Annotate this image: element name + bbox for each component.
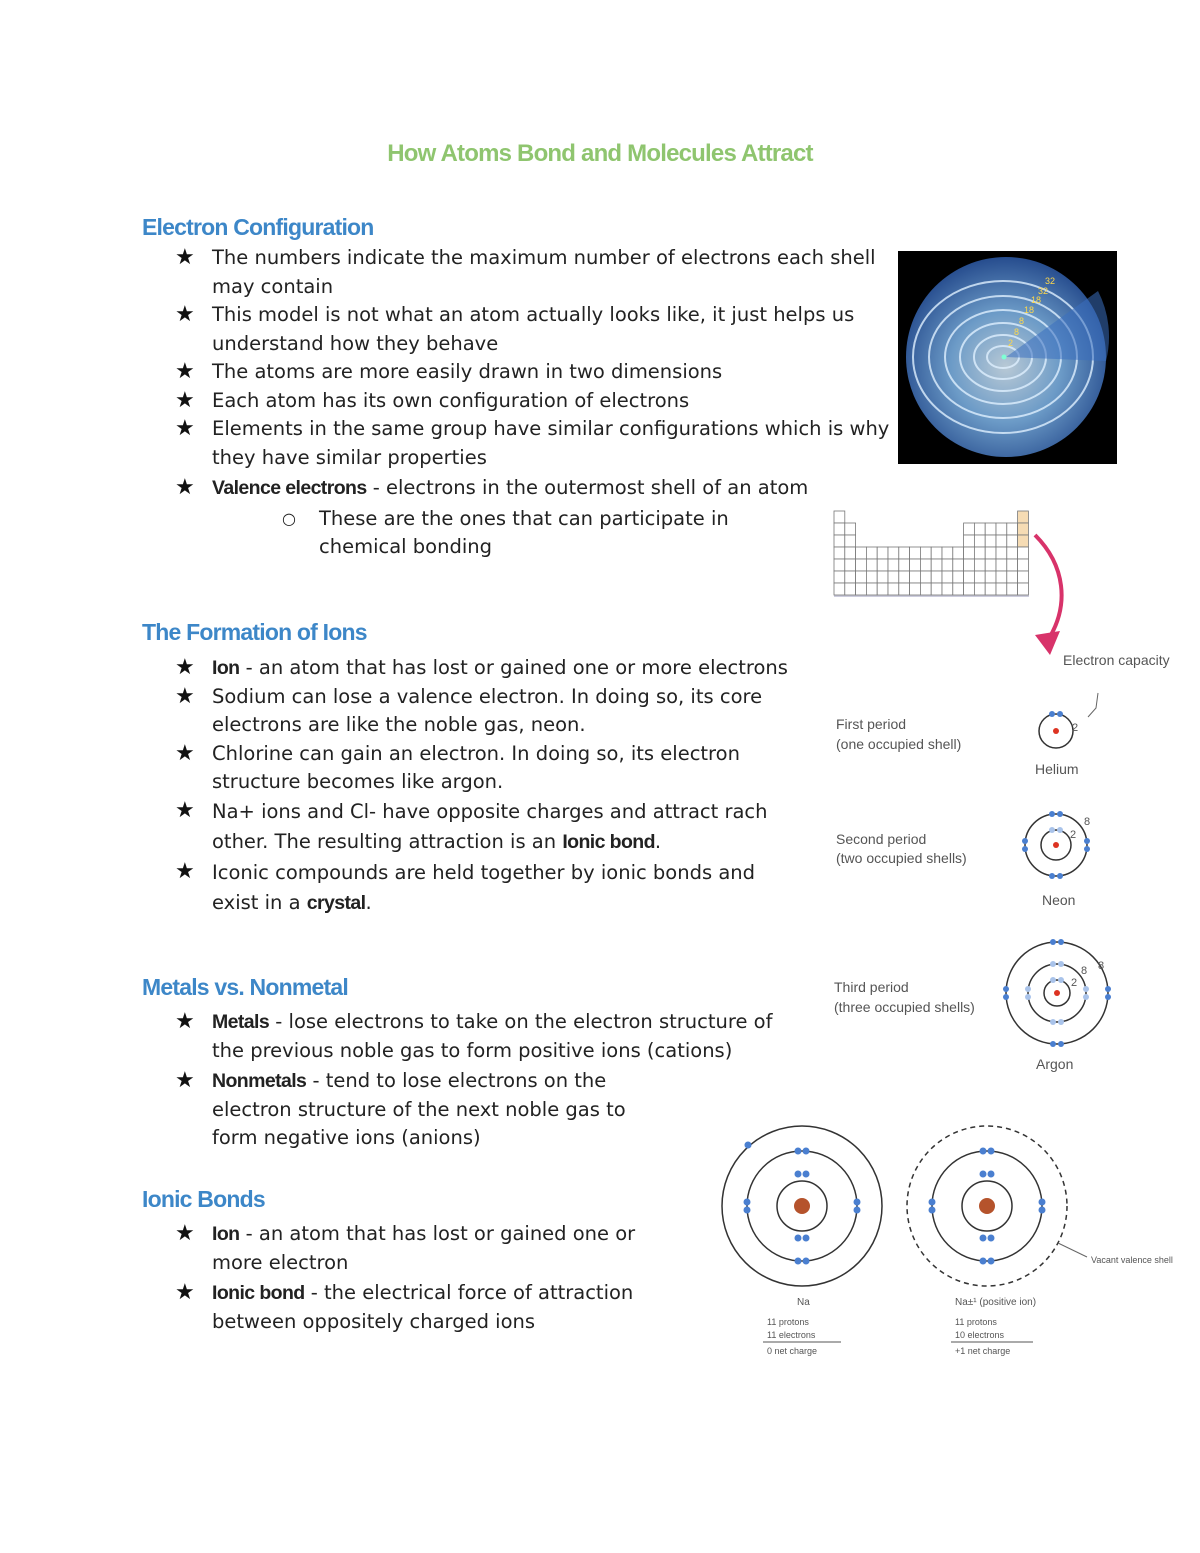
- periodic-cell: [1018, 559, 1029, 571]
- periodic-cell: [834, 583, 845, 595]
- periodic-cell: [899, 547, 910, 559]
- periodic-cell: [899, 583, 910, 595]
- periodic-cell: [974, 571, 985, 583]
- periodic-cell: [920, 583, 931, 595]
- star-bullet-icon: ★: [175, 302, 195, 327]
- periodic-cell: [845, 571, 856, 583]
- periodic-cell: [899, 571, 910, 583]
- periodic-cell: [942, 571, 953, 583]
- list-item: ★ Ion - an atom that has lost or gained one or more electron: [175, 1221, 636, 1274]
- periodic-cell: [974, 535, 985, 547]
- list-item: ★ Each atom has its own configuration of electrons: [175, 387, 890, 416]
- atom-shell-model-image: [898, 251, 1117, 464]
- list-item: ★ Iconic compounds are held together by ionic bonds and exist in a crystal.: [175, 858, 756, 914]
- periodic-cell: [964, 571, 975, 583]
- periodic-cell: [953, 547, 964, 559]
- list-item: ★ Chlorine can gain an electron. In doing so, its electron structure becomes like argon.: [175, 740, 740, 793]
- periodic-cell: [1007, 559, 1018, 571]
- periodic-cell: [910, 547, 921, 559]
- svg-text:2: 2: [1071, 977, 1078, 989]
- periodic-cell: [866, 547, 877, 559]
- star-bullet-icon: ★: [175, 359, 195, 384]
- periodic-cell: [953, 571, 964, 583]
- periodic-cell: [845, 547, 856, 559]
- periodic-cell: [964, 535, 975, 547]
- periodic-cell: [910, 583, 921, 595]
- periodic-cell: [845, 583, 856, 595]
- periodic-cell: [974, 559, 985, 571]
- list-item: ★ Elements in the same group have similar configurations which is why they have similar properties: [175, 416, 890, 469]
- periodic-cell: [856, 583, 867, 595]
- periodic-cell: [920, 547, 931, 559]
- periodic-cell: [888, 547, 899, 559]
- star-bullet-icon: ★: [175, 245, 195, 270]
- periodic-cell: [985, 523, 996, 535]
- page-title: How Atoms Bond and Molecules Attract: [387, 140, 813, 167]
- shell-label: 32: [1038, 286, 1049, 296]
- periodic-cell: [910, 571, 921, 583]
- periodic-cell: [856, 571, 867, 583]
- periodic-cell: [1007, 547, 1018, 559]
- shell-label: 32: [1045, 276, 1056, 286]
- periodic-cell: [834, 511, 845, 523]
- star-bullet-icon: ★: [175, 797, 195, 823]
- periodic-cell: [1018, 583, 1029, 595]
- sodium-net-charge: 0 net charge: [767, 1346, 818, 1356]
- periodic-cell: [834, 571, 845, 583]
- list-item: ★ The numbers indicate the maximum number of electrons each shell may contain: [175, 245, 876, 298]
- list-item: ★ The atoms are more easily drawn in two dimensions: [175, 358, 890, 387]
- sub-list-item: ○ These are the ones that can participate in chemical bonding: [282, 506, 729, 558]
- star-bullet-icon: ★: [175, 1009, 195, 1034]
- sodium-ion-figure: [715, 1135, 1173, 1365]
- section-heading-ionic-bonds: Ionic Bonds: [142, 1186, 265, 1212]
- periodic-cell: [1007, 535, 1018, 547]
- periodic-cell: [877, 547, 888, 559]
- star-bullet-icon: ★: [175, 1280, 195, 1305]
- periodic-cell: [985, 583, 996, 595]
- shell-label: 2: [1008, 338, 1014, 348]
- periodic-cell: [942, 547, 953, 559]
- periodic-cell: [931, 547, 942, 559]
- periodic-cell: [834, 559, 845, 571]
- shell-label: 8: [1014, 327, 1020, 337]
- periodic-cell: [856, 547, 867, 559]
- periodic-cell: [953, 583, 964, 595]
- periodic-cell: [996, 535, 1007, 547]
- ion-net-charge: +1 net charge: [955, 1346, 1011, 1356]
- periodic-cell: [953, 559, 964, 571]
- circle-bullet-icon: ○: [282, 508, 296, 528]
- periodic-cell: [996, 559, 1007, 571]
- periodic-cell: [985, 547, 996, 559]
- periodic-cell: [964, 559, 975, 571]
- argon-label: Argon: [1036, 1056, 1074, 1072]
- sub-list: [212, 505, 812, 562]
- periodic-cell: [834, 523, 845, 535]
- list-item: ★ Nonmetals - tend to lose electrons on the electron structure of the next noble gas to form negative ions (anions): [175, 1068, 626, 1149]
- star-bullet-icon: ★: [175, 858, 195, 884]
- second-period-label: Second period: [836, 831, 927, 847]
- periodic-cell: [888, 583, 899, 595]
- list-item: ★ Valence electrons - electrons in the outermost shell of an atom ○ These are the ones that can participate in chemical bonding: [175, 474, 812, 562]
- periodic-cell: [985, 571, 996, 583]
- list-item: ★ This model is not what an atom actually looks like, it just helps us understand how they behave: [175, 302, 855, 355]
- periodic-cell: [931, 571, 942, 583]
- periodic-cell: [888, 571, 899, 583]
- periodic-cell: [964, 547, 975, 559]
- sodium-label: Na: [797, 1297, 810, 1308]
- periodic-cell: [996, 547, 1007, 559]
- periodic-cell: [834, 535, 845, 547]
- sodium-ion-diagram: [907, 1126, 1067, 1286]
- section-heading-metals-vs-nonmetal: Metals vs. Nonmetal: [142, 974, 348, 1000]
- periodic-cell: [1018, 511, 1029, 523]
- periodic-cell: [920, 571, 931, 583]
- svg-text:8: 8: [1081, 965, 1088, 977]
- periodic-cell: [974, 547, 985, 559]
- sodium-atom-diagram: [722, 1126, 882, 1286]
- periodic-cell: [845, 559, 856, 571]
- periodic-cell: [974, 583, 985, 595]
- star-bullet-icon: ★: [175, 655, 195, 680]
- first-period-label: First period: [836, 716, 907, 732]
- periodic-cell: [877, 571, 888, 583]
- second-period-sub: (two occupied shells): [836, 850, 967, 866]
- svg-text:8: 8: [1084, 816, 1091, 828]
- shell-label: 18: [1024, 305, 1035, 315]
- periodic-cell: [899, 559, 910, 571]
- periodic-cell: [866, 583, 877, 595]
- third-period-sub: (three occupied shells): [834, 999, 975, 1015]
- periodic-cell: [1007, 583, 1018, 595]
- svg-text:2: 2: [1070, 829, 1077, 841]
- periodic-cell: [974, 523, 985, 535]
- star-bullet-icon: ★: [175, 683, 195, 709]
- shell-label: 18: [1031, 295, 1042, 305]
- neon-label: Neon: [1042, 892, 1076, 908]
- list-item: ★ Ion - an atom that has lost or gained one or more electrons: [175, 654, 805, 683]
- periodic-cell: [942, 559, 953, 571]
- periodic-cell: [931, 583, 942, 595]
- periodic-cell: [1007, 571, 1018, 583]
- sodium-electrons: 11 electrons: [767, 1330, 816, 1340]
- ionic-bonds-list: [175, 1220, 675, 1336]
- periodic-cell: [1018, 571, 1029, 583]
- periodic-cell: [888, 559, 899, 571]
- periodic-cell: [964, 583, 975, 595]
- star-bullet-icon: ★: [175, 1068, 195, 1093]
- third-period-label: Third period: [834, 979, 909, 995]
- neon-atom-diagram: [1022, 811, 1090, 879]
- periodic-cell: [985, 535, 996, 547]
- star-bullet-icon: ★: [175, 1221, 195, 1246]
- electron-configuration-list: [175, 244, 890, 562]
- list-item: ★ Sodium can lose a valence electron. In doing so, its core electrons are like the noble gas, neon.: [175, 683, 763, 736]
- periodic-cell: [866, 571, 877, 583]
- periodic-cell: [845, 523, 856, 535]
- star-bullet-icon: ★: [175, 475, 195, 500]
- periodic-cell: [910, 559, 921, 571]
- periodic-cell: [942, 583, 953, 595]
- periodic-cell: [931, 559, 942, 571]
- sodium-ion-label: Na±¹ (positive ion): [955, 1297, 1037, 1308]
- formation-of-ions-list: [175, 654, 805, 919]
- first-period-sub: (one occupied shell): [836, 736, 962, 752]
- ion-protons: 11 protons: [955, 1317, 997, 1327]
- periodic-cell: [964, 523, 975, 535]
- argon-atom-diagram: [1003, 939, 1111, 1047]
- star-bullet-icon: ★: [175, 740, 195, 766]
- periodic-table-icon: [834, 511, 1029, 597]
- periodic-cell: [1007, 523, 1018, 535]
- sodium-protons: 11 protons: [767, 1317, 809, 1327]
- metals-list: [175, 1008, 795, 1153]
- periodic-cell: [920, 559, 931, 571]
- periodic-cell: [834, 547, 845, 559]
- periodic-cell: [985, 559, 996, 571]
- periodic-cell: [1018, 547, 1029, 559]
- helium-label: Helium: [1035, 761, 1079, 777]
- svg-text:8: 8: [1098, 960, 1105, 972]
- periodic-cell: [877, 559, 888, 571]
- periodic-cell: [877, 583, 888, 595]
- periodic-cell: [866, 559, 877, 571]
- star-bullet-icon: ★: [175, 387, 195, 413]
- periodic-cell: [1018, 523, 1029, 535]
- periodic-cell: [1018, 535, 1029, 547]
- vacant-shell-label: Vacant valence shell: [1091, 1255, 1173, 1265]
- ion-electrons: 10 electrons: [955, 1330, 1005, 1340]
- periodic-cell: [996, 523, 1007, 535]
- periodic-cell: [996, 583, 1007, 595]
- section-heading-formation-of-ions: The Formation of Ions: [142, 619, 367, 645]
- electron-capacity-label: Electron capacity: [1063, 652, 1170, 668]
- helium-atom-diagram: [1039, 711, 1078, 748]
- star-bullet-icon: ★: [175, 416, 195, 441]
- list-item: ★ Na+ ions and Cl- have opposite charges and attract rach other. The resulting attraction is an Ionic bond.: [175, 797, 768, 853]
- section-heading-electron-configuration: Electron Configuration: [142, 214, 374, 240]
- periodic-cell: [856, 559, 867, 571]
- periodic-cell: [996, 571, 1007, 583]
- shell-label: 8: [1019, 316, 1025, 326]
- svg-text:2: 2: [1072, 722, 1079, 734]
- periodic-cell: [845, 535, 856, 547]
- periodic-periods-figure: [830, 505, 1170, 1090]
- list-item: ★ Metals - lose electrons to take on the electron structure of the previous noble gas to form positive ions (cations): [175, 1009, 773, 1062]
- list-item: ★ Ionic bond - the electrical force of attraction between oppositely charged ions: [175, 1280, 634, 1333]
